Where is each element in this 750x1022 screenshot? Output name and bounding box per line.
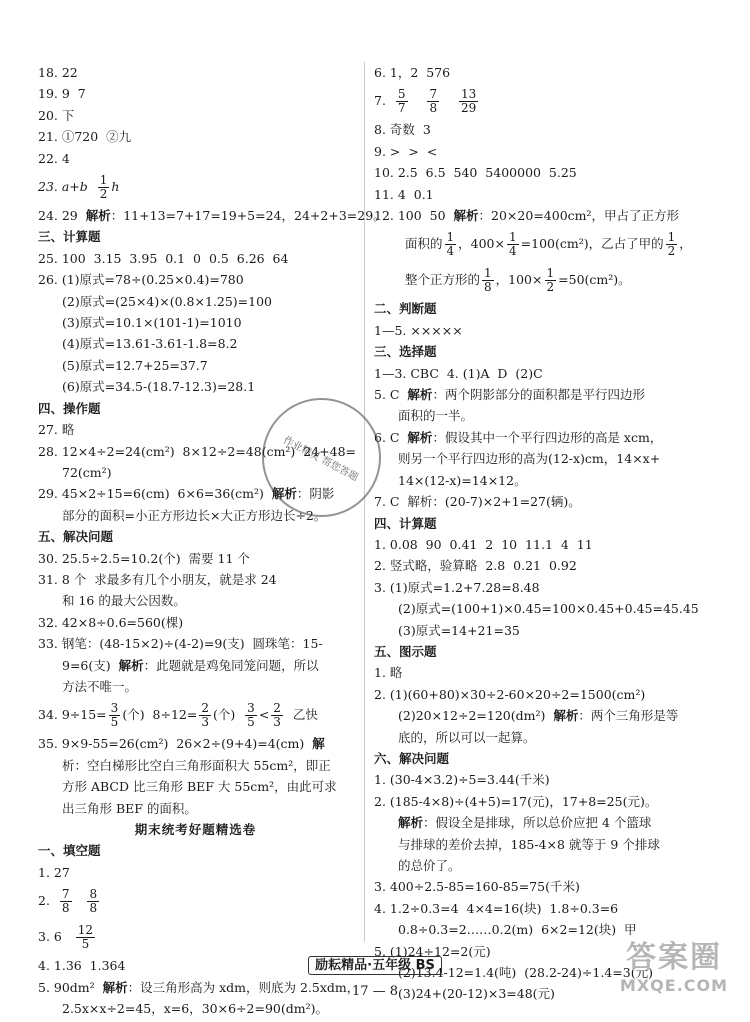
answer-10: 10. 2.5 6.5 540 5400000 5.25 xyxy=(374,165,577,181)
answer-32: 32. 42×8÷0.6=560(棵) xyxy=(38,614,184,630)
fraction: $\frac{2}{3}$ xyxy=(201,701,209,730)
fraction: $\frac{1}{2}$ xyxy=(667,230,676,259)
answer-33-cont2: 方法不唯一。 xyxy=(62,678,138,694)
solve-5-cont: (2)13.4-12=1.4(吨) (28.2-24)÷1.4=3(元) xyxy=(398,965,653,981)
solve-1: 1. (30-4×3.2)÷5=3.44(千米) xyxy=(374,772,550,788)
answer-26-4: (4)原式=13.61-3.61-1.8=8.2 xyxy=(62,336,238,352)
choice-6-cont: 则另一个平行四边形的高为(12-x)cm，14×x+ xyxy=(398,451,661,467)
answer-33-cont: 9=6(支) 解析：此题就是鸡兔同笼问题，所以 xyxy=(62,657,319,673)
fill-4: 4. 1.36 1.364 xyxy=(38,958,126,974)
fill-3: 3. 6 $\frac{12}{5}$ xyxy=(38,923,94,952)
answer-25: 25. 100 3.15 3.95 0.1 0 0.5 6.26 64 xyxy=(38,250,289,266)
fraction: $\frac{1}{2}$ xyxy=(99,172,108,202)
diagram-1: 1. 略 xyxy=(374,665,403,681)
answer-26-1: 26. (1)原式=78÷(0.25×0.4)=780 xyxy=(38,272,244,288)
section-solve: 五、解决问题 xyxy=(38,529,114,545)
answer-28: 28. 12×4÷2=24(cm²) 8×12÷2=48(cm²) 24+48= xyxy=(38,443,357,459)
answer-18: 18. 22 xyxy=(38,65,78,80)
solve-5: 5. (1)24÷12=2(元) xyxy=(374,943,491,959)
solve-3: 3. 400÷2.5-85=160-85=75(千米) xyxy=(374,879,580,895)
calc-3-1: 3. (1)原式=1.2+7.28=8.48 xyxy=(374,579,540,595)
column-divider xyxy=(364,62,365,942)
fraction: $\frac{8}{8}$ xyxy=(89,887,98,916)
page-number: 17 — 8 xyxy=(351,984,399,999)
answer-6: 6. 1，2 576 xyxy=(374,65,451,80)
answer-35-cont: 析：空白梯形比空白三角形面积大 55cm²，即正 xyxy=(62,757,331,773)
fraction: $\frac{3}{5}$ xyxy=(247,701,255,730)
diagram-2-cont: (2)20×12÷2=120(dm²) 解析：两个三角形是等 xyxy=(398,708,679,724)
answer-28-cont: 72(cm²) xyxy=(62,464,112,480)
solve-2-cont3: 的总价了。 xyxy=(398,858,461,873)
calc-1: 1. 0.08 90 0.41 2 10 11.1 4 11 xyxy=(374,536,593,552)
choice-5: 5. C 解析：两个阴影部分的面积都是平行四边形 xyxy=(374,387,645,403)
answer-31: 31. 8 个 求最多有几个小朋友，就是求 24 xyxy=(38,571,277,587)
answer-29: 29. 45×2÷15=6(cm) 6×6=36(cm²) 解析：阴影 xyxy=(38,486,335,502)
fill-2: 2. $\frac{7}{8}$ $\frac{8}{8}$ xyxy=(38,887,98,916)
solve-2-cont: 解析：假设全是排球，所以总价应把 4 个篮球 xyxy=(398,815,652,831)
answer-12-cont: 面积的 $\frac{1}{4}$ ，400× $\frac{1}{4}$ =100(cm²)，乙占了甲的 $\frac{1}{2}$ ， xyxy=(405,230,692,259)
answer-26-3: (3)原式=10.1×(101-1)=1010 xyxy=(62,315,242,331)
solve-2: 2. (185-4×8)÷(4+5)=17(元)，17+8=25(元)。 xyxy=(374,793,658,809)
section-choice: 三、选择题 xyxy=(374,344,437,360)
choice-7: 7. C 解析：(20-7)×2+1=27(辆)。 xyxy=(374,494,581,510)
choice-6-cont2: 14×(12-x)=14×12。 xyxy=(398,472,527,488)
calc-2: 2. 竖式略，验算略 2.8 0.21 0.92 xyxy=(374,558,577,574)
answer-27: 27. 略 xyxy=(38,422,75,438)
section-judge: 二、判断题 xyxy=(374,301,437,317)
fraction: $\frac{1}{2}$ xyxy=(546,266,555,295)
fraction: $\frac{7}{8}$ xyxy=(429,87,438,116)
calc-3-3: (3)原式=14+21=35 xyxy=(398,622,520,638)
choice-6: 6. C 解析：假设其中一个平行四边形的高是 xcm， xyxy=(374,429,663,445)
section-operation: 四、操作题 xyxy=(38,400,101,416)
answer-9: 9. > > < xyxy=(374,143,438,159)
answer-22: 22. 4 xyxy=(38,150,70,166)
answer-26-5: (5)原式=12.7+25=37.7 xyxy=(62,357,208,373)
answer-35-cont2: 方形 ABCD 比三角形 BEF 大 55cm²，由此可求 xyxy=(62,779,337,795)
solve-2-cont2: 与排球的差价去掉，185-4×8 就等于 9 个排球 xyxy=(398,836,660,852)
fraction: $\frac{1}{4}$ xyxy=(446,230,455,259)
answer-34: 34. 9÷15= $\frac{3}{5}$ (个) 8÷12= $\frac{2}{3}$ (个) $\frac{3}{5}$ < $\frac{2}{3}$ 乙快 xyxy=(38,701,318,730)
answer-35: 35. 9×9-55=26(cm²) 26×2÷(9+4)=4(cm) 解 xyxy=(38,736,325,752)
fraction: $\frac{13}{29}$ xyxy=(460,87,477,116)
fill-1: 1. 27 xyxy=(38,864,70,880)
choice-1-4: 1—3. CBC 4. (1)A D (2)C xyxy=(374,365,543,381)
section-solve-2: 六、解决问题 xyxy=(374,750,450,766)
answer-33: 33. 钢笔：(48-15×2)÷(4-2)=9(支) 圆珠笔：15- xyxy=(38,636,323,652)
answer-23: 23. a+b $\frac{1}{2}$ h xyxy=(38,172,120,202)
fraction: $\frac{1}{4}$ xyxy=(509,230,517,259)
answer-11: 11. 4 0.1 xyxy=(374,186,434,202)
solve-4: 4. 1.2÷0.3=4 4×4=16(块) 1.8÷0.3=6 xyxy=(374,900,619,916)
judge-1-5: 1—5. ××××× xyxy=(374,322,463,338)
answer-30: 30. 25.5÷2.5=10.2(个) 需要 11 个 xyxy=(38,550,250,566)
fraction: $\frac{12}{5}$ xyxy=(77,923,94,952)
answer-35-cont3: 出三角形 BEF 的面积。 xyxy=(62,800,197,816)
answer-21: 21. ①720 ②九 xyxy=(38,129,132,145)
answer-stamp: 作业精灵 帮您答题 xyxy=(241,377,402,538)
exam-title: 期末统考好题精选卷 xyxy=(134,822,257,837)
fraction: $\frac{7}{8}$ xyxy=(61,887,70,916)
fraction: $\frac{1}{8}$ xyxy=(484,266,492,295)
fill-5: 5. 90dm² 解析：设三角形高为 xdm，则底为 2.5xdm， xyxy=(38,979,360,995)
answer-12-cont2: 整个正方形的 $\frac{1}{8}$ ，100× $\frac{1}{2}$ =50(cm²)。 xyxy=(405,266,631,295)
answer-8: 8. 奇数 3 xyxy=(374,122,431,138)
diagram-2-cont2: 底的，所以可以一起算。 xyxy=(398,729,536,745)
answer-31-cont: 和 16 的最大公因数。 xyxy=(62,593,186,609)
fraction: $\frac{2}{3}$ xyxy=(273,701,281,730)
section-fill: 一、填空题 xyxy=(38,843,101,859)
answer-26-6: (6)原式=34.5-(18.7-12.3)=28.1 xyxy=(62,379,256,395)
book-brand: 励耘精品·五年级 BS xyxy=(0,954,750,973)
section-diagram: 五、图示题 xyxy=(374,643,437,659)
answer-19: 19. 9 7 xyxy=(38,86,86,102)
solve-5-cont2: (3)24+(20-12)×3=48(元) xyxy=(398,986,555,1002)
answer-20: 20. 下 xyxy=(38,107,75,123)
diagram-2: 2. (1)(60+80)×30÷2-60×20÷2=1500(cm²) xyxy=(374,686,646,702)
fraction: $\frac{3}{5}$ xyxy=(110,701,119,730)
answer-26-2: (2)原式=(25×4)×(0.8×1.25)=100 xyxy=(62,293,273,309)
answer-7: 7. $\frac{5}{7}$ $\frac{7}{8}$ $\frac{13}{29}$ xyxy=(374,87,477,116)
calc-3-2: (2)原式=(100+1)×0.45=100×0.45+0.45=45.45 xyxy=(398,601,699,617)
right-column xyxy=(374,62,719,1005)
answer-29-cont: 部分的面积=小正方形边长×大正方形边长÷2。 xyxy=(62,507,327,523)
choice-5-cont: 面积的一半。 xyxy=(398,408,474,424)
fraction: $\frac{5}{7}$ xyxy=(397,87,406,116)
section-calc-2: 四、计算题 xyxy=(374,515,437,531)
section-calc: 三、计算题 xyxy=(38,229,101,245)
solve-4-cont: 0.8÷0.3=2……0.2(m) 6×2=12(块) 甲 xyxy=(398,922,637,938)
answer-24: 24. 29 解析：11+13=7+17=19+5=24，24+2+3=29。 xyxy=(38,208,386,224)
site-watermark: 答案圈 MXQE.COM xyxy=(619,940,729,995)
fill-5-cont: 2.5x×x÷2=45，x=6，30×6÷2=90(dm²)。 xyxy=(62,1001,328,1017)
answer-12: 12. 100 50 解析：20×20=400cm²，甲占了正方形 xyxy=(374,208,680,224)
